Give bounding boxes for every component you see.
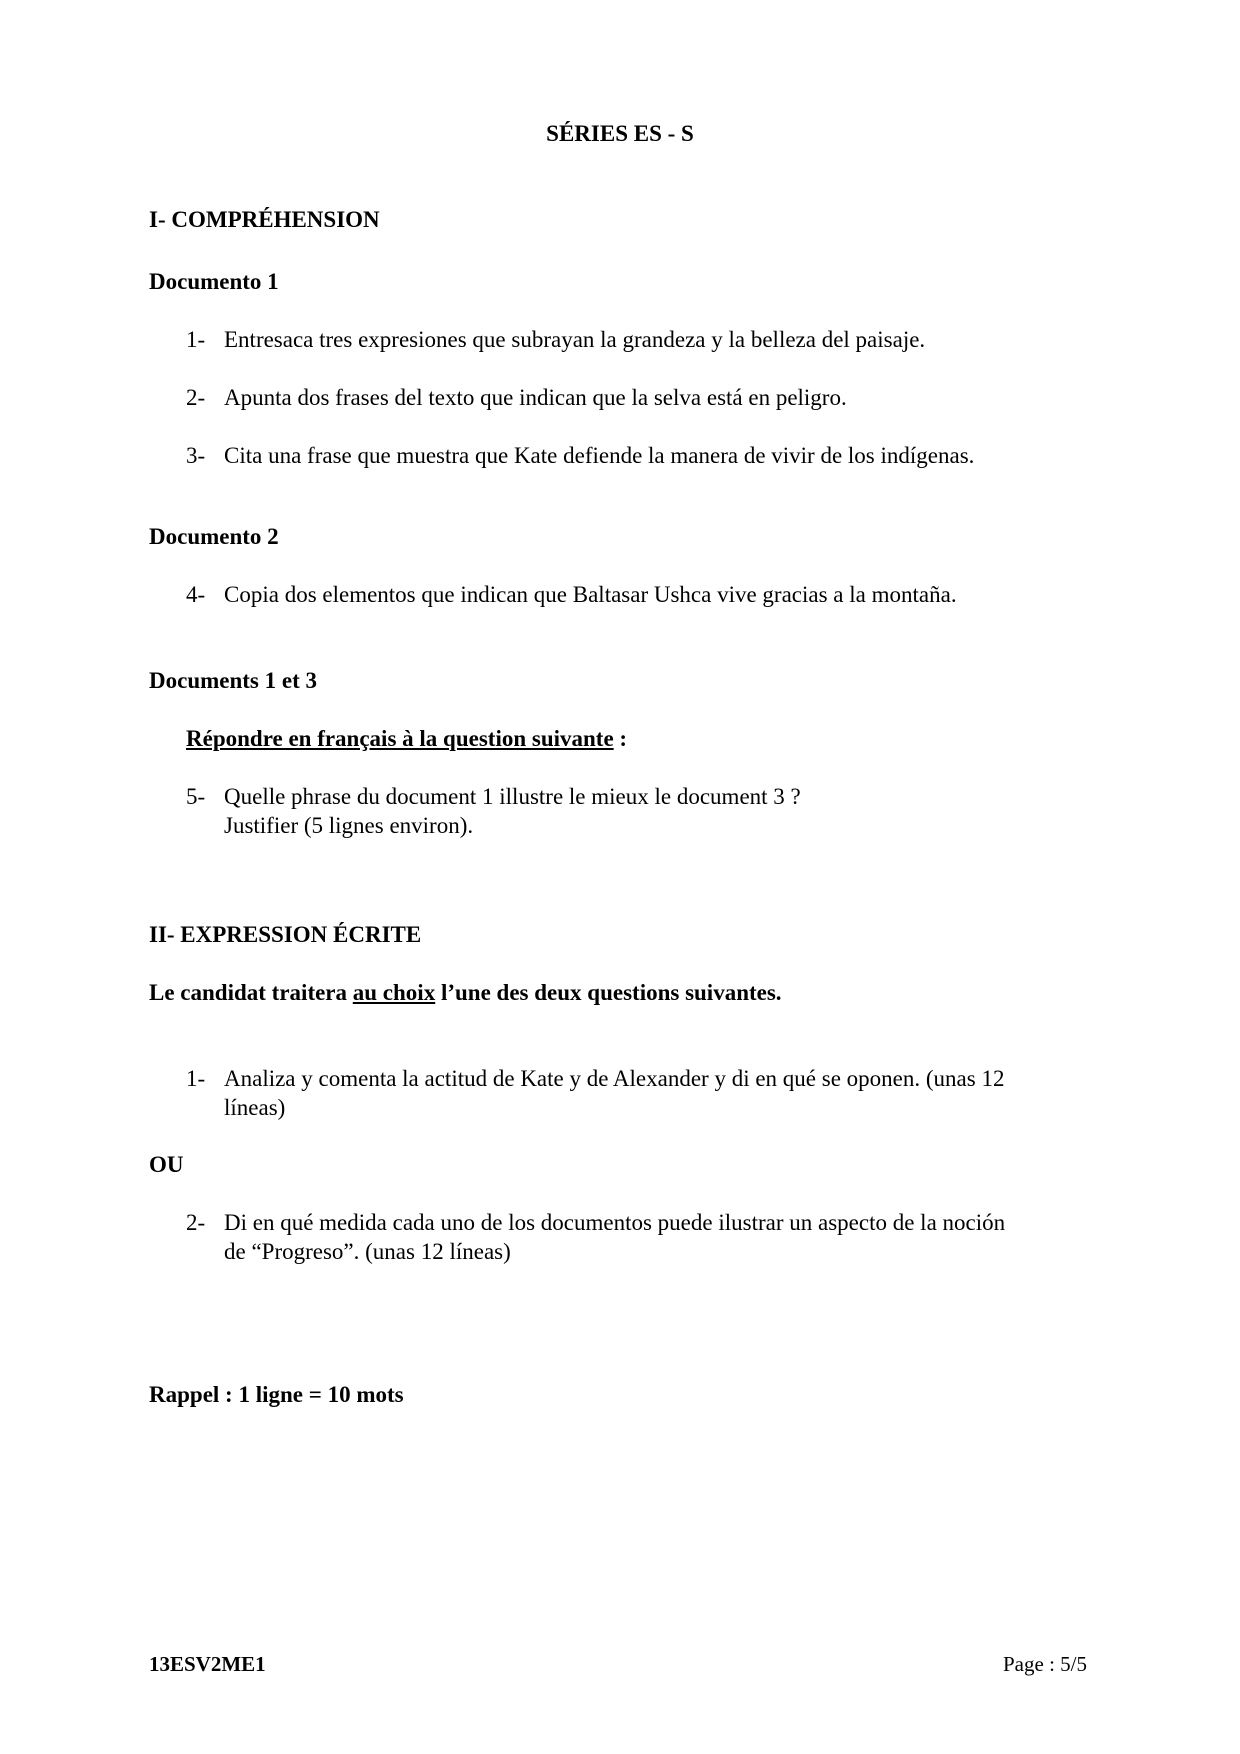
documento-1-heading: Documento 1: [149, 269, 279, 294]
french-instruction-underlined: Répondre en français à la question suivante: [186, 726, 614, 751]
expression-instruction: [149, 978, 782, 1007]
section-expression-title: II- EXPRESSION ÉCRITE: [149, 922, 422, 947]
expression-instruction-underlined: au choix: [352, 980, 436, 1005]
question-text: Apunta dos frases del texto que indican que la selva está en peligro.: [224, 385, 847, 410]
french-instruction-suffix: :: [613, 726, 628, 751]
question-number: 2-: [186, 1210, 206, 1235]
question-text: Cita una frase que muestra que Kate defiende la manera de vivir de los indígenas.: [224, 443, 975, 468]
question-text-line1: Analiza y comenta la actitud de Kate y de Alexander y di en qué se oponen. (unas 12: [224, 1066, 1005, 1091]
reminder: Rappel : 1 ligne = 10 mots: [149, 1382, 404, 1407]
question-text: Copia dos elementos que indican que Baltasar Ushca vive gracias a la montaña.: [224, 582, 957, 607]
question-text-line2: Justifier (5 lignes environ).: [224, 813, 474, 838]
series-title: SÉRIES ES - S: [546, 121, 694, 146]
french-instruction: [186, 724, 627, 753]
question-number: 2-: [186, 385, 206, 410]
footer-page-number: Page : 5/5: [1003, 1652, 1087, 1676]
question-text: Entresaca tres expresiones que subrayan la grandeza y la belleza del paisaje.: [224, 327, 926, 352]
question-number: 1-: [186, 1066, 206, 1091]
documents-1-3-heading: Documents 1 et 3: [149, 668, 317, 693]
question-number: 1-: [186, 327, 206, 352]
expression-instruction-prefix: Le candidat traitera: [149, 980, 353, 1005]
question-text-line1: Quelle phrase du document 1 illustre le mieux le document 3 ?: [224, 784, 801, 809]
or-label: OU: [149, 1152, 184, 1177]
question-text-line1: Di en qué medida cada uno de los documentos puede ilustrar un aspecto de la noción: [224, 1210, 1006, 1235]
documento-2-heading: Documento 2: [149, 524, 279, 549]
section-comprehension-title: I- COMPRÉHENSION: [149, 207, 380, 232]
question-number: 4-: [186, 582, 206, 607]
expression-instruction-suffix: l’une des deux questions suivantes.: [435, 980, 782, 1005]
question-number: 3-: [186, 443, 206, 468]
footer-code: 13ESV2ME1: [149, 1652, 266, 1676]
question-text-line2: líneas): [224, 1095, 286, 1120]
question-number: 5-: [186, 784, 206, 809]
question-text-line2: de “Progreso”. (unas 12 líneas): [224, 1239, 511, 1264]
